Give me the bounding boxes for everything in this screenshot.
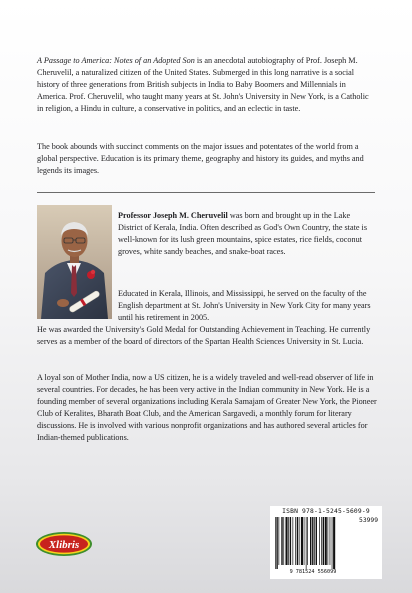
isbn-label: ISBN 978-1-5245-5609-9 [282, 508, 370, 515]
community-paragraph: A loyal son of Mother India, now a US citizen, he is a widely traveled and well-read observer of life in several countries. For decades, he has been very active in the Indian community in New York. He is a founding member of several organizations including Kerala Samajam of Greater New York, the Pioneer Club of Keralites, Bharath Boat Club, and the American Sargavedi, a monthly forum for literary discussions. He is involved with various nonprofit organizations and has authored several articles for Indian-themed publications. [37, 373, 377, 443]
barcode-bar [304, 517, 305, 565]
intro-paragraph [37, 55, 377, 115]
barcode-bar [328, 517, 329, 565]
barcode-bar [275, 517, 276, 569]
barcode-area [270, 506, 382, 579]
logo-wordmark: Xlibris [48, 538, 80, 551]
barcode-bar [310, 517, 311, 565]
intro-text: is an anecdotal autobiography of Prof. Joseph M. Cheruvelil, a naturalized citizen of the United States. Submerged in this long narrative is a social history of three generations from British subjects in India to Baby Boomers and Millennials in America. Prof. Cheruvelil, who taught many years at St. John's University in New York, is a Catholic in religion, a Hindu in culture, a conservative in politics, and an eclectic in taste. [37, 56, 369, 114]
education-paragraph [37, 288, 376, 348]
barcode-bar [276, 517, 277, 569]
theme-paragraph: The book abounds with succinct comments on the major issues and potentates of the world from a global perspective. Education is its primary theme, geography and history its guides, and myths and legends its images. [37, 142, 364, 176]
barcode-bar [319, 517, 320, 565]
barcode-bar [333, 517, 335, 569]
author-name: Professor Joseph M. Cheruvelil [118, 211, 228, 220]
barcode-bar [286, 517, 288, 565]
section-divider [37, 192, 375, 193]
barcode-bar [279, 517, 280, 565]
barcode-bar [293, 517, 294, 565]
barcode-bar [332, 517, 333, 569]
author-bio-text: was born and brought up in the Lake District of Kerala, India. Often described as God's Own Country, the state is well-known for its lush green mountains, spice estates, rice fields, coconut groves, white sandy beaches, and snake-boat races. [118, 211, 368, 257]
barcode-bar [312, 517, 313, 565]
barcode-bar [325, 517, 327, 565]
price-code: 53999 [359, 517, 378, 524]
barcode-bar [295, 517, 296, 565]
author-photo [37, 205, 112, 319]
barcode-bar [283, 517, 284, 565]
career-text: He was awarded the University's Gold Medal for Outstanding Achievement in Teaching. He currently serves as a member of the board of directors of the Spartan Health Sciences University in St. Lucia. [37, 325, 371, 347]
education-text: Educated in Kerala, Illinois, and Mississippi, he served on the faculty of the English department at St. John's University in New York City for many years until his retirement in 2005. [118, 289, 371, 323]
barcode-bar [323, 517, 324, 565]
barcode-bar [321, 517, 322, 565]
barcode-bar [281, 517, 282, 565]
barcode-bar [314, 517, 315, 565]
barcode-bar [307, 517, 308, 565]
barcode-bar [288, 517, 289, 565]
barcode-bar [290, 517, 291, 565]
barcode-bar [330, 517, 331, 565]
barcode-bar [299, 517, 300, 565]
author-bio-paragraph [118, 210, 376, 258]
barcode-bar [297, 517, 298, 565]
barcode-bar [316, 517, 317, 565]
ean-barcode [274, 517, 358, 569]
barcode-digits: 9 781524 556099 [289, 569, 337, 575]
xlibris-logo [35, 531, 93, 557]
book-title: A Passage to America: Notes of an Adopted Son [37, 56, 195, 65]
barcode-bar [301, 517, 303, 565]
barcode-bar [306, 517, 307, 569]
